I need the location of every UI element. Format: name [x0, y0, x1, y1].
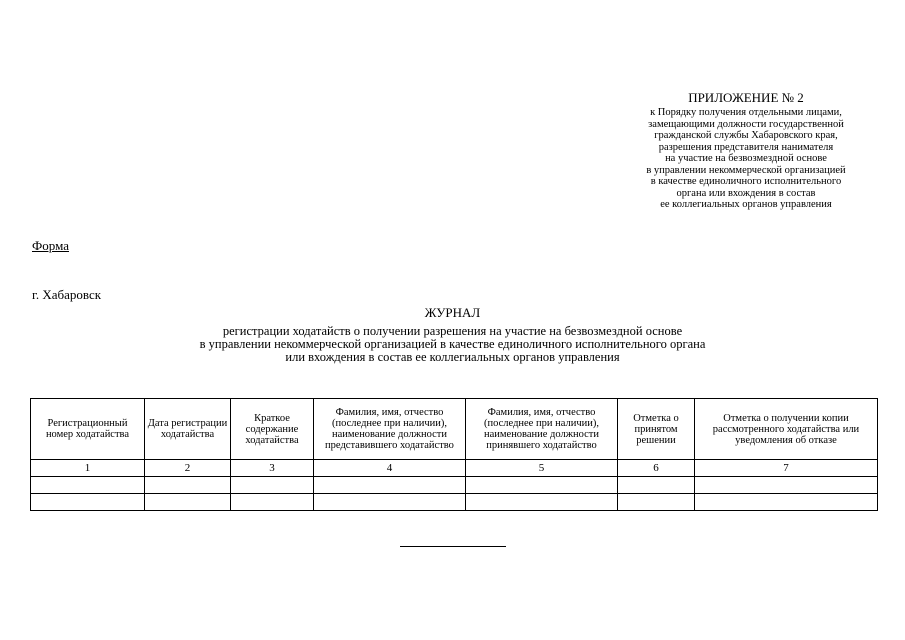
header-copy-receipt: Отметка о получении копии рассмотренного ходатайства или уведомления об отказе — [695, 399, 878, 460]
header-registration-number: Регистрационный номер ходатайства — [31, 399, 145, 460]
end-divider-line — [400, 546, 506, 547]
table-cell — [31, 494, 145, 511]
appendix-line: замещающими должности государственной — [648, 118, 844, 130]
journal-title: ЖУРНАЛ — [424, 305, 481, 320]
header-submitter: Фамилия, имя, отчество (последнее при наличии), наименование должности представившего ходатайство — [314, 399, 466, 460]
journal-subtitle-line: регистрации ходатайств о получении разрешения на участие на безвозмездной основе — [222, 324, 683, 338]
table-cell — [314, 477, 466, 494]
column-number: 1 — [31, 460, 145, 477]
column-number: 5 — [466, 460, 618, 477]
form-label: Форма — [32, 238, 69, 253]
header-receiver: Фамилия, имя, отчество (последнее при наличии), наименование должности принявшего ходатайство — [466, 399, 618, 460]
appendix-line: на участие на безвозмездной основе — [665, 153, 827, 164]
appendix-line: разрешения представителя нанимателя — [658, 141, 834, 153]
city-label: г. Хабаровск — [32, 287, 102, 302]
table-cell — [466, 477, 618, 494]
column-number-row — [31, 460, 878, 477]
table-cell — [31, 477, 145, 494]
appendix-line: ее коллегиальных органов управления — [660, 199, 832, 210]
table-cell — [314, 494, 466, 511]
table-header-row — [31, 399, 878, 460]
column-number: 4 — [314, 460, 466, 477]
appendix-line: к Порядку получения отдельными лицами, — [650, 107, 842, 118]
table-cell — [695, 477, 878, 494]
appendix-line: в качестве единоличного исполнительного — [650, 176, 842, 187]
header-summary: Краткое содержание ходатайства — [231, 399, 314, 460]
appendix-title: ПРИЛОЖЕНИЕ № 2 — [688, 90, 804, 105]
appendix-line: в управлении некоммерческой организацией — [646, 164, 846, 176]
table-cell — [695, 494, 878, 511]
header-registration-date: Дата регистрации ходатайства — [145, 399, 231, 460]
header-decision: Отметка о принятом решении — [618, 399, 695, 460]
journal-subtitle-line: или вхождения в состав ее коллегиальных органов управления — [285, 350, 620, 364]
table-cell — [145, 477, 231, 494]
table-row — [31, 477, 878, 494]
column-number: 2 — [145, 460, 231, 477]
table-cell — [231, 494, 314, 511]
table-cell — [145, 494, 231, 511]
register-table — [30, 398, 878, 511]
appendix-line: органа или вхождения в состав — [676, 187, 816, 199]
appendix-line: гражданской службы Хабаровского края, — [654, 130, 838, 141]
table-cell — [231, 477, 314, 494]
appendix-block — [612, 90, 880, 211]
table-cell — [466, 494, 618, 511]
journal-subtitle-line: в управлении некоммерческой организацией в качестве единоличного исполнительного органа — [199, 337, 706, 351]
column-number: 3 — [231, 460, 314, 477]
journal-heading — [0, 305, 905, 364]
table-cell — [618, 494, 695, 511]
column-number: 6 — [618, 460, 695, 477]
table-row — [31, 494, 878, 511]
table-cell — [618, 477, 695, 494]
column-number: 7 — [695, 460, 878, 477]
